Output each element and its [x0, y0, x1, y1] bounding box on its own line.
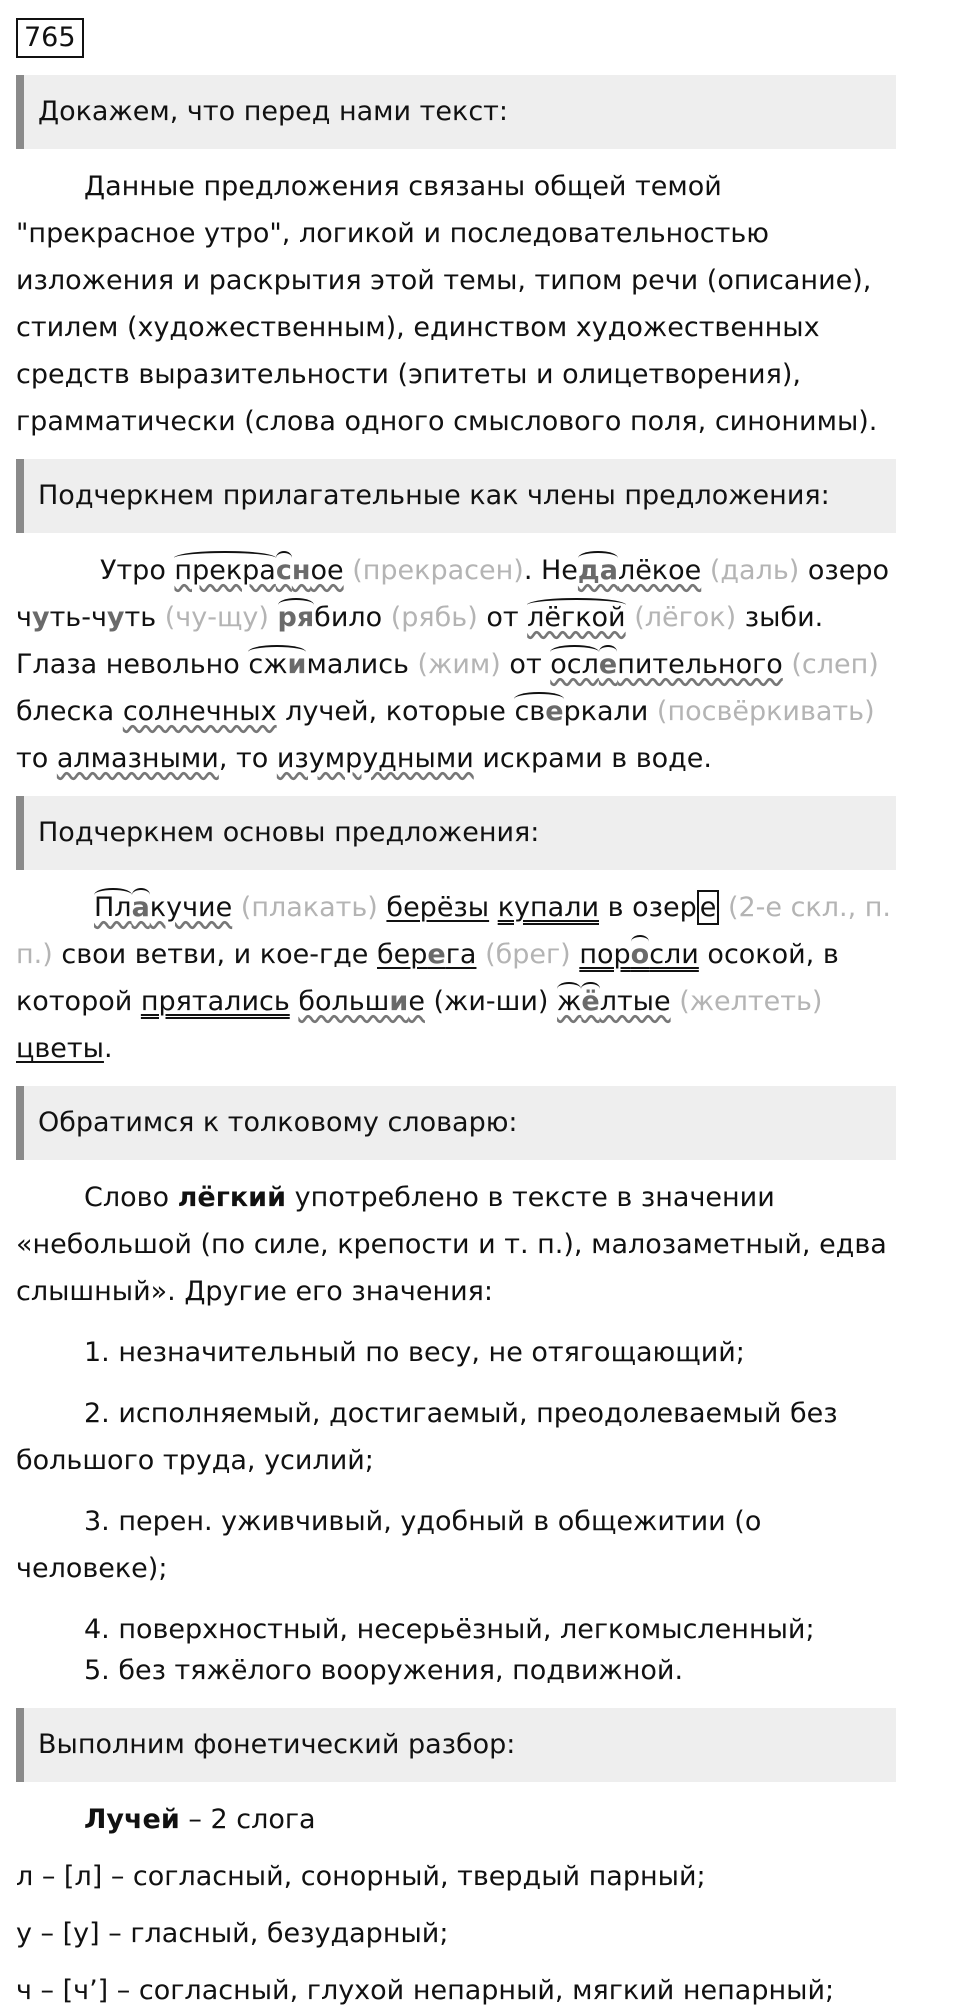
part: пор	[579, 939, 631, 970]
text: , то	[218, 743, 277, 774]
part: бер	[377, 939, 428, 970]
letter: е	[545, 696, 564, 727]
part: кучие	[149, 892, 233, 923]
text: то	[16, 743, 57, 774]
part: сли	[649, 939, 699, 970]
root: ря	[277, 602, 315, 633]
letter: е	[427, 939, 446, 970]
section-header-adjectives: Подчеркнем прилагательные как члены предложения:	[16, 459, 896, 533]
letter: н	[291, 555, 311, 586]
adjective-prekrasnoe	[174, 555, 343, 586]
hint: (даль)	[709, 555, 800, 586]
subject-berega	[377, 939, 476, 970]
hint: (2-е скл., п. п.)	[16, 892, 891, 970]
text: в озер	[599, 892, 697, 923]
root: прекра	[174, 555, 276, 586]
hint: (лёгок)	[634, 602, 737, 633]
adjective-izumrudnymi: изумрудными	[276, 743, 474, 774]
section-header-text-proof: Докажем, что перед нами текст:	[16, 75, 896, 149]
root: да	[577, 555, 618, 586]
hint: (жим)	[417, 649, 501, 680]
part: сж	[248, 649, 288, 680]
bases-paragraph	[16, 884, 896, 1072]
letter: с	[275, 555, 292, 586]
letter: о	[630, 939, 650, 970]
letter: ё	[581, 986, 600, 1017]
text: Слово	[84, 1182, 178, 1213]
text: Утро	[100, 555, 175, 586]
phonetic-word-line	[16, 1796, 896, 1843]
part: ж	[557, 986, 582, 1017]
phonetic-word: Лучей	[84, 1804, 180, 1835]
word-plakuchie	[94, 892, 232, 923]
part: лтые	[599, 986, 671, 1017]
adjective-almaznymi: алмазными	[56, 743, 219, 774]
letter: у	[106, 602, 125, 633]
text: мались	[306, 649, 418, 680]
section-header-bases: Подчеркнем основы предложения:	[16, 796, 896, 870]
phonetic-line: ч – [ч’] – согласный, глухой непарный, мягкий непарный;	[16, 1975, 835, 2006]
adjective-oslepitelnogo	[550, 649, 783, 680]
subject-tsvety: цветы	[16, 1033, 104, 1064]
subject-berezy: берёзы	[386, 892, 490, 923]
letter: и	[287, 649, 307, 680]
text: от	[477, 602, 528, 633]
hint: (чу-щу)	[164, 602, 269, 633]
part: га	[445, 939, 477, 970]
text: озеро ч	[16, 555, 890, 633]
rest: лёкое	[617, 555, 702, 586]
ending-box: е	[697, 890, 720, 925]
part: св	[514, 696, 546, 727]
meaning-item: 3. перен. уживчивый, удобный в общежитии (о человеке);	[16, 1506, 762, 1584]
text: .	[103, 1033, 113, 1064]
letter: а	[131, 892, 150, 923]
word-bolshie	[298, 986, 425, 1017]
hint: (желтеть)	[679, 986, 823, 1017]
meaning-item: 4. поверхностный, несерьёзный, легкомысленный;	[84, 1614, 815, 1645]
part: е	[408, 986, 425, 1017]
hint: (брег)	[485, 939, 571, 970]
predicate-pryatalis: прятались	[140, 986, 290, 1017]
word-zheltye	[557, 986, 671, 1017]
word-szhimalis	[248, 649, 306, 680]
predicate-kupali: купали	[497, 892, 599, 923]
text: свои ветви, и кое-где	[52, 939, 378, 970]
hint: (рябь)	[390, 602, 478, 633]
hint: (посвёркивать)	[656, 696, 875, 727]
part: пительного	[617, 649, 783, 680]
section-header-phonetic: Выполним фонетический разбор:	[16, 1708, 896, 1782]
phonetic-line: у – [у] – гласный, безударный;	[16, 1918, 449, 1949]
meaning-item: 2. исполняемый, достигаемый, преодолеваемый без большого труда, усилий;	[16, 1398, 838, 1476]
meaning-item: 1. незначительный по весу, не отягощающий;	[84, 1337, 745, 1368]
adjective-solnechnykh: солнечных	[122, 696, 277, 727]
word-sverkali	[514, 696, 563, 727]
letter: и	[389, 986, 409, 1017]
syllable-count: – 2 слога	[179, 1804, 316, 1835]
section-header-dictionary: Обратимся к толковому словарю:	[16, 1086, 896, 1160]
text: употреблено в тексте в значении «небольшой (по силе, крепости и т. п.), малозаметный, едва слышный». Другие его значения:	[16, 1182, 887, 1307]
hint: (слеп)	[791, 649, 879, 680]
phonetic-line: л – [л] – согласный, сонорный, твердый парный;	[16, 1861, 706, 1892]
exercise-number-box: 765	[16, 18, 84, 58]
ending: ое	[310, 555, 344, 586]
text: ть-ч	[49, 602, 107, 633]
text: ркали	[563, 696, 657, 727]
dictionary-word: лёгкий	[177, 1182, 287, 1213]
text: било	[314, 602, 391, 633]
text: осокой, в которой	[16, 939, 839, 1017]
page	[16, 14, 896, 2014]
text-proof-paragraph: Данные предложения связаны общей темой "прекрасное утро", логикой и последовательностью изложения и раскрытия этой темы, типом речи (описание), стилем (художественным), единством художественных средств выразительности (эпитеты и олицетворения), грамматически (слова одного смыслового поля, синонимы).	[16, 171, 878, 437]
part: Пл	[94, 892, 132, 923]
letter: у	[31, 602, 50, 633]
part: больш	[298, 986, 390, 1017]
adjective-legkoy: лёгкой	[527, 602, 626, 633]
text: искрами в воде.	[473, 743, 713, 774]
text: . Не	[523, 555, 578, 586]
dictionary-intro	[16, 1174, 896, 1315]
text: (жи-ши)	[424, 986, 558, 1017]
text: блеска	[16, 696, 123, 727]
text: лучей, которые	[276, 696, 515, 727]
text: зыби. Глаза невольно	[16, 602, 824, 680]
part: осл	[550, 649, 599, 680]
hint: (плакать)	[240, 892, 378, 923]
letter: е	[598, 649, 618, 680]
adjective-nedalekoe	[578, 555, 701, 586]
hint: (прекрасен)	[352, 555, 524, 586]
meaning-item: 5. без тяжёлого вооружения, подвижной.	[84, 1655, 684, 1686]
text: от	[500, 649, 551, 680]
exercise-number	[16, 14, 896, 61]
text: ть	[124, 602, 165, 633]
predicate-poroslis	[579, 939, 699, 970]
adjectives-paragraph	[16, 547, 896, 782]
